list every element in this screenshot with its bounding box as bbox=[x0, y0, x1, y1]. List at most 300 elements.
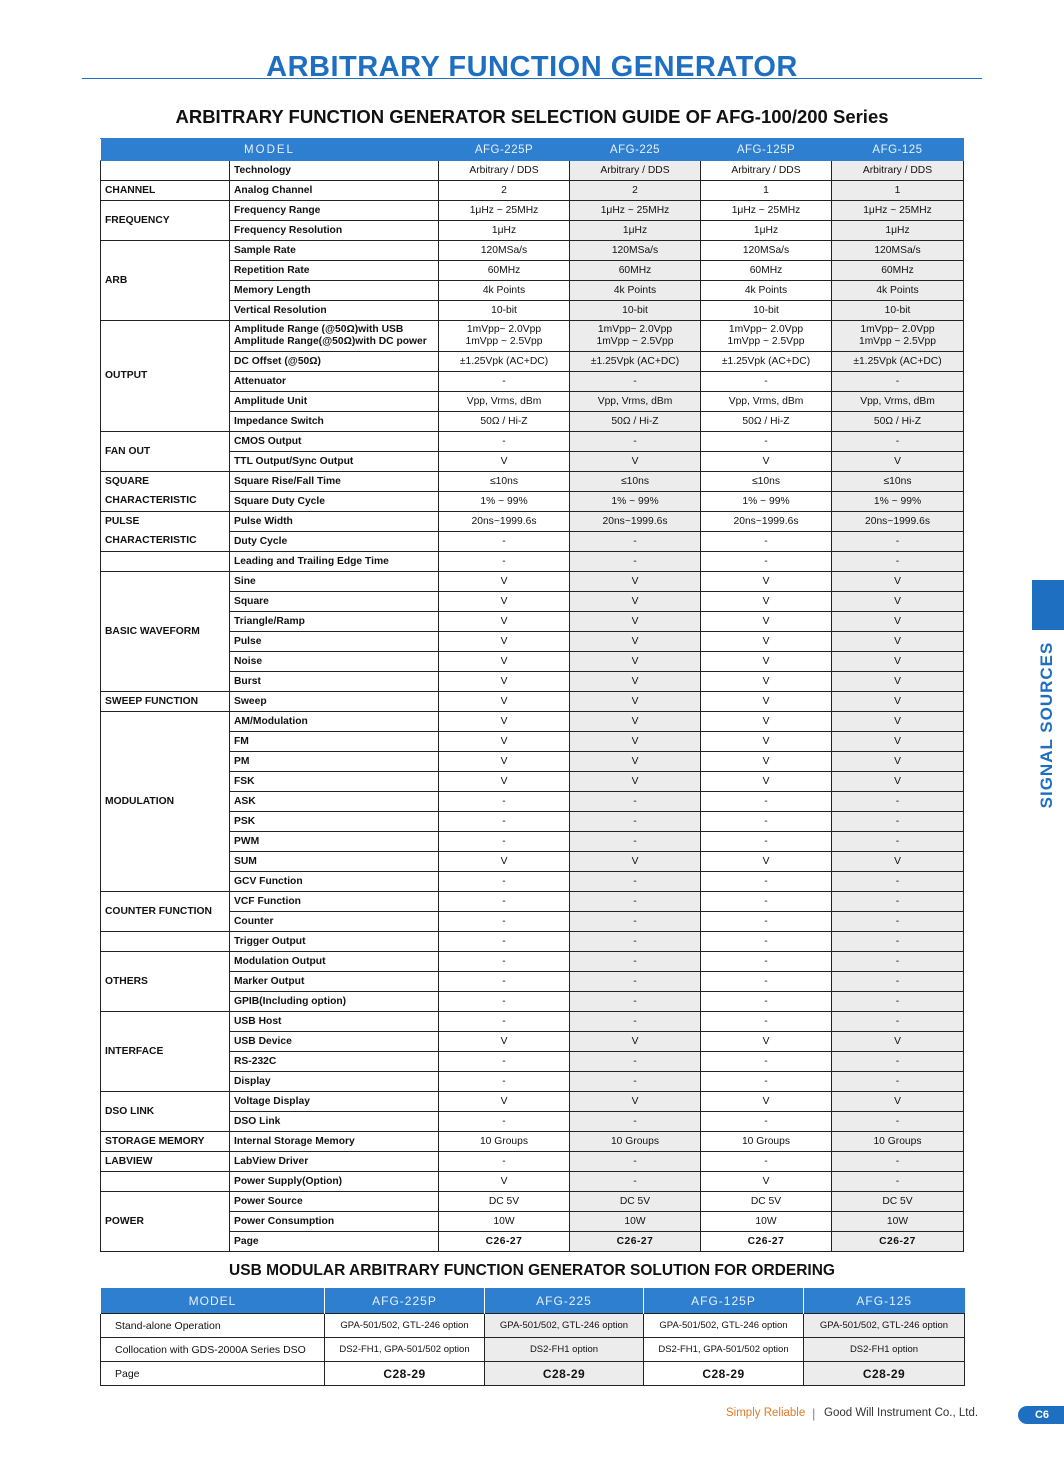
value-cell: V bbox=[439, 652, 570, 672]
value-cell: 50Ω / Hi-Z bbox=[832, 412, 964, 432]
value-cell: V bbox=[832, 632, 964, 652]
category-cell bbox=[101, 552, 230, 572]
value-cell: C28-29 bbox=[644, 1362, 804, 1386]
value-cell: V bbox=[832, 652, 964, 672]
value-line: 1mVpp~ 2.0Vpp bbox=[860, 324, 935, 335]
parameter-cell: LabView Driver bbox=[230, 1152, 439, 1172]
table-row bbox=[101, 1012, 964, 1032]
value-cell: V bbox=[439, 752, 570, 772]
table-row bbox=[101, 1072, 964, 1092]
table-row bbox=[101, 221, 964, 241]
value-cell: Vpp, Vrms, dBm bbox=[439, 392, 570, 412]
value-cell: V bbox=[701, 1092, 832, 1112]
table-row bbox=[101, 932, 964, 952]
table-row bbox=[101, 1132, 964, 1152]
value-cell: - bbox=[439, 992, 570, 1012]
value-cell: - bbox=[570, 832, 701, 852]
value-cell: - bbox=[570, 432, 701, 452]
value-cell: V bbox=[832, 672, 964, 692]
value-cell: C28-29 bbox=[485, 1362, 644, 1386]
table-row bbox=[101, 532, 964, 552]
value-cell: - bbox=[832, 812, 964, 832]
value-cell: - bbox=[439, 552, 570, 572]
value-cell: DC 5V bbox=[701, 1192, 832, 1212]
value-cell: DC 5V bbox=[832, 1192, 964, 1212]
parameter-cell: Leading and Trailing Edge Time bbox=[230, 552, 439, 572]
parameter-cell: Power Source bbox=[230, 1192, 439, 1212]
value-cell: - bbox=[701, 1012, 832, 1032]
table-row bbox=[101, 1112, 964, 1132]
selection-guide-title: ARBITRARY FUNCTION GENERATOR SELECTION GUIDE OF AFG-100/200 Series bbox=[175, 106, 889, 127]
value-cell: V bbox=[701, 572, 832, 592]
table-row bbox=[101, 1362, 965, 1386]
value-cell bbox=[439, 321, 570, 352]
value-cell: - bbox=[832, 912, 964, 932]
value-cell: C26-27 bbox=[570, 1232, 701, 1252]
parameter-cell: Vertical Resolution bbox=[230, 301, 439, 321]
value-cell: V bbox=[570, 852, 701, 872]
parameter-cell: GCV Function bbox=[230, 872, 439, 892]
table-row bbox=[101, 552, 964, 572]
category-cell: OTHERS bbox=[101, 952, 230, 1012]
value-cell: - bbox=[570, 972, 701, 992]
value-cell: Arbitrary / DDS bbox=[570, 161, 701, 181]
value-cell: V bbox=[832, 772, 964, 792]
table-row bbox=[101, 412, 964, 432]
value-cell: V bbox=[701, 852, 832, 872]
value-cell: ≤10ns bbox=[439, 472, 570, 492]
value-cell: - bbox=[701, 932, 832, 952]
value-cell: - bbox=[701, 432, 832, 452]
table-row bbox=[101, 201, 964, 221]
value-cell: ≤10ns bbox=[570, 472, 701, 492]
category-cell: FREQUENCY bbox=[101, 201, 230, 241]
value-cell: 1μHz bbox=[439, 221, 570, 241]
table-row bbox=[101, 832, 964, 852]
value-cell: V bbox=[570, 632, 701, 652]
table-row bbox=[101, 1338, 965, 1362]
value-cell: - bbox=[439, 932, 570, 952]
table-row bbox=[101, 672, 964, 692]
parameter-cell: Sample Rate bbox=[230, 241, 439, 261]
model-column-header: AFG-225 bbox=[485, 1288, 644, 1314]
table-row bbox=[101, 952, 964, 972]
parameter-cell: Memory Length bbox=[230, 281, 439, 301]
category-cell: CHARACTERISTIC bbox=[101, 492, 230, 512]
value-cell: V bbox=[570, 752, 701, 772]
value-line: 1mVpp~ 2.0Vpp bbox=[597, 324, 673, 335]
value-cell: V bbox=[570, 692, 701, 712]
value-cell: - bbox=[439, 812, 570, 832]
value-cell: 2 bbox=[439, 181, 570, 201]
table-row bbox=[101, 852, 964, 872]
value-cell: GPA-501/502, GTL-246 option bbox=[485, 1314, 644, 1338]
value-cell: - bbox=[701, 872, 832, 892]
category-cell: ARB bbox=[101, 241, 230, 321]
row-label-cell: Collocation with GDS-2000A Series DSO bbox=[101, 1338, 325, 1362]
parameter-cell: Square bbox=[230, 592, 439, 612]
value-cell: ±1.25Vpk (AC+DC) bbox=[701, 352, 832, 372]
model-header: MODEL bbox=[101, 1288, 325, 1314]
value-cell: V bbox=[439, 1032, 570, 1052]
parameter-cell: Trigger Output bbox=[230, 932, 439, 952]
value-line: 1mVpp~ 2.0Vpp bbox=[728, 324, 804, 335]
value-cell: 10-bit bbox=[439, 301, 570, 321]
value-cell: - bbox=[832, 992, 964, 1012]
parameter-cell: Noise bbox=[230, 652, 439, 672]
table-row bbox=[101, 1092, 964, 1112]
category-cell: DSO LINK bbox=[101, 1092, 230, 1132]
value-cell: - bbox=[701, 1152, 832, 1172]
value-cell: V bbox=[832, 1032, 964, 1052]
value-cell: - bbox=[570, 792, 701, 812]
parameter-cell: Square Duty Cycle bbox=[230, 492, 439, 512]
value-cell: - bbox=[439, 1052, 570, 1072]
value-cell: V bbox=[701, 612, 832, 632]
table-row bbox=[101, 1212, 964, 1232]
value-line: 1mVpp ~ 2.5Vpp bbox=[727, 336, 805, 347]
parameter-cell: DC Offset (@50Ω) bbox=[230, 352, 439, 372]
value-cell: 10 Groups bbox=[439, 1132, 570, 1152]
parameter-cell: Triangle/Ramp bbox=[230, 612, 439, 632]
footer-tagline: Simply Reliable bbox=[726, 1407, 806, 1419]
table-row bbox=[101, 261, 964, 281]
value-cell: V bbox=[701, 592, 832, 612]
parameter-cell: Attenuator bbox=[230, 372, 439, 392]
value-cell: - bbox=[701, 992, 832, 1012]
value-cell: 1% ~ 99% bbox=[570, 492, 701, 512]
value-cell: - bbox=[832, 932, 964, 952]
table-row bbox=[101, 592, 964, 612]
value-cell: 4k Points bbox=[701, 281, 832, 301]
value-cell: 1 bbox=[832, 181, 964, 201]
value-cell: C26-27 bbox=[701, 1232, 832, 1252]
parameter-cell: PSK bbox=[230, 812, 439, 832]
category-cell bbox=[101, 1172, 230, 1192]
value-cell: - bbox=[439, 952, 570, 972]
category-cell: INTERFACE bbox=[101, 1012, 230, 1092]
parameter-cell: SUM bbox=[230, 852, 439, 872]
value-cell: - bbox=[832, 552, 964, 572]
value-line: 1mVpp ~ 2.5Vpp bbox=[465, 336, 543, 347]
value-cell: 1μHz bbox=[701, 221, 832, 241]
value-cell: C26-27 bbox=[439, 1232, 570, 1252]
table-row bbox=[101, 1152, 964, 1172]
value-cell: Arbitrary / DDS bbox=[439, 161, 570, 181]
value-cell: V bbox=[832, 452, 964, 472]
value-cell: - bbox=[439, 1072, 570, 1092]
page-title: ARBITRARY FUNCTION GENERATOR bbox=[266, 51, 798, 83]
page-number-badge: C6 bbox=[1018, 1406, 1064, 1424]
parameter-cell: TTL Output/Sync Output bbox=[230, 452, 439, 472]
value-cell: - bbox=[701, 792, 832, 812]
parameter-cell: GPIB(Including option) bbox=[230, 992, 439, 1012]
value-cell: V bbox=[439, 732, 570, 752]
value-cell: 1μHz bbox=[832, 221, 964, 241]
value-cell: V bbox=[832, 752, 964, 772]
value-cell: ≤10ns bbox=[832, 472, 964, 492]
table-row bbox=[101, 352, 964, 372]
value-cell: DS2-FH1, GPA-501/502 option bbox=[644, 1338, 804, 1362]
section-tab-marker bbox=[1032, 580, 1064, 630]
value-cell: - bbox=[570, 952, 701, 972]
model-column-header: AFG-125P bbox=[701, 139, 832, 161]
table-row bbox=[101, 812, 964, 832]
table-row bbox=[101, 321, 964, 352]
value-cell: - bbox=[570, 1172, 701, 1192]
value-cell: V bbox=[439, 592, 570, 612]
value-cell: V bbox=[570, 732, 701, 752]
value-cell bbox=[832, 321, 964, 352]
parameter-cell: Power Supply(Option) bbox=[230, 1172, 439, 1192]
value-cell: V bbox=[439, 452, 570, 472]
value-cell: V bbox=[439, 712, 570, 732]
category-cell: SQUARE bbox=[101, 472, 230, 492]
value-cell: 4k Points bbox=[570, 281, 701, 301]
value-cell: - bbox=[832, 1012, 964, 1032]
parameter-cell: Pulse Width bbox=[230, 512, 439, 532]
table-row bbox=[101, 912, 964, 932]
value-cell: V bbox=[701, 692, 832, 712]
value-cell: V bbox=[570, 592, 701, 612]
row-label-cell: Stand-alone Operation bbox=[101, 1314, 325, 1338]
table-row bbox=[101, 1192, 964, 1212]
value-cell: 10W bbox=[439, 1212, 570, 1232]
category-cell: SWEEP FUNCTION bbox=[101, 692, 230, 712]
table-row bbox=[101, 732, 964, 752]
value-cell: 10 Groups bbox=[832, 1132, 964, 1152]
value-cell: V bbox=[570, 672, 701, 692]
value-cell: 4k Points bbox=[832, 281, 964, 301]
value-cell: 60MHz bbox=[701, 261, 832, 281]
value-cell: Vpp, Vrms, dBm bbox=[570, 392, 701, 412]
category-cell: COUNTER FUNCTION bbox=[101, 892, 230, 932]
value-cell: - bbox=[832, 892, 964, 912]
value-cell: V bbox=[832, 712, 964, 732]
value-cell: V bbox=[439, 632, 570, 652]
category-cell: OUTPUT bbox=[101, 321, 230, 432]
value-cell: V bbox=[701, 652, 832, 672]
value-cell: V bbox=[701, 772, 832, 792]
parameter-cell: Pulse bbox=[230, 632, 439, 652]
value-cell: - bbox=[832, 1052, 964, 1072]
value-cell: V bbox=[570, 572, 701, 592]
parameter-cell: USB Host bbox=[230, 1012, 439, 1032]
value-cell: - bbox=[832, 832, 964, 852]
value-cell: 1μHz bbox=[570, 221, 701, 241]
table-row bbox=[101, 992, 964, 1012]
value-cell: V bbox=[701, 1032, 832, 1052]
value-cell: V bbox=[832, 732, 964, 752]
value-cell: 10-bit bbox=[832, 301, 964, 321]
value-cell: 20ns~1999.6s bbox=[439, 512, 570, 532]
parameter-cell: Power Consumption bbox=[230, 1212, 439, 1232]
value-cell: 60MHz bbox=[570, 261, 701, 281]
value-cell: V bbox=[701, 1172, 832, 1192]
value-cell: 50Ω / Hi-Z bbox=[439, 412, 570, 432]
value-cell: DS2-FH1 option bbox=[485, 1338, 644, 1362]
value-cell: - bbox=[701, 952, 832, 972]
value-cell: GPA-501/502, GTL-246 option bbox=[325, 1314, 485, 1338]
value-cell: ±1.25Vpk (AC+DC) bbox=[832, 352, 964, 372]
value-cell: 1μHz ~ 25MHz bbox=[439, 201, 570, 221]
value-cell: - bbox=[832, 1072, 964, 1092]
selection-guide-table bbox=[100, 138, 964, 1252]
value-cell: DS2-FH1 option bbox=[804, 1338, 965, 1362]
value-cell: - bbox=[701, 912, 832, 932]
value-cell: V bbox=[439, 852, 570, 872]
category-cell: POWER bbox=[101, 1192, 230, 1252]
value-cell: 10-bit bbox=[701, 301, 832, 321]
value-cell: - bbox=[570, 1152, 701, 1172]
value-cell: V bbox=[570, 1032, 701, 1052]
value-cell: - bbox=[832, 372, 964, 392]
value-cell: 1 bbox=[701, 181, 832, 201]
value-line: 1mVpp ~ 2.5Vpp bbox=[859, 336, 936, 347]
value-cell: 1% ~ 99% bbox=[701, 492, 832, 512]
value-cell: V bbox=[701, 672, 832, 692]
value-cell: - bbox=[439, 1012, 570, 1032]
parameter-cell: Duty Cycle bbox=[230, 532, 439, 552]
row-label-cell: Page bbox=[101, 1362, 325, 1386]
value-cell: - bbox=[832, 872, 964, 892]
value-cell: - bbox=[832, 1112, 964, 1132]
category-cell: CHANNEL bbox=[101, 181, 230, 201]
value-cell: - bbox=[570, 892, 701, 912]
value-cell: V bbox=[439, 692, 570, 712]
parameter-cell: USB Device bbox=[230, 1032, 439, 1052]
value-cell: - bbox=[439, 372, 570, 392]
category-cell: MODULATION bbox=[101, 712, 230, 892]
value-cell: - bbox=[701, 1112, 832, 1132]
value-cell: - bbox=[439, 972, 570, 992]
table-header-row bbox=[101, 139, 964, 161]
value-cell: - bbox=[439, 892, 570, 912]
value-cell: V bbox=[439, 772, 570, 792]
value-cell: V bbox=[439, 572, 570, 592]
value-cell: 4k Points bbox=[439, 281, 570, 301]
parameter-cell: AM/Modulation bbox=[230, 712, 439, 732]
value-cell: V bbox=[832, 612, 964, 632]
value-cell bbox=[570, 321, 701, 352]
value-cell: 10W bbox=[832, 1212, 964, 1232]
table-row bbox=[101, 392, 964, 412]
category-cell: FAN OUT bbox=[101, 432, 230, 472]
value-cell: 1μHz ~ 25MHz bbox=[701, 201, 832, 221]
parameter-cell: Marker Output bbox=[230, 972, 439, 992]
table-row bbox=[101, 1052, 964, 1072]
parameter-cell: PM bbox=[230, 752, 439, 772]
value-cell: - bbox=[570, 1072, 701, 1092]
category-cell bbox=[101, 161, 230, 181]
value-cell: - bbox=[701, 1072, 832, 1092]
value-cell: C28-29 bbox=[804, 1362, 965, 1386]
value-cell: - bbox=[570, 532, 701, 552]
value-cell: 50Ω / Hi-Z bbox=[570, 412, 701, 432]
parameter-cell: Display bbox=[230, 1072, 439, 1092]
ordering-title: USB MODULAR ARBITRARY FUNCTION GENERATOR SOLUTION FOR ORDERING bbox=[229, 1262, 835, 1279]
value-cell: - bbox=[701, 532, 832, 552]
parameter-cell: Frequency Resolution bbox=[230, 221, 439, 241]
parameter-cell: Technology bbox=[230, 161, 439, 181]
table-row bbox=[101, 692, 964, 712]
value-cell: 10 Groups bbox=[570, 1132, 701, 1152]
value-cell: 1μHz ~ 25MHz bbox=[570, 201, 701, 221]
parameter-cell: Modulation Output bbox=[230, 952, 439, 972]
table-row bbox=[101, 181, 964, 201]
parameter-cell: Amplitude Unit bbox=[230, 392, 439, 412]
value-cell: Vpp, Vrms, dBm bbox=[832, 392, 964, 412]
value-cell: 20ns~1999.6s bbox=[832, 512, 964, 532]
footer-company: Good Will Instrument Co., Ltd. bbox=[824, 1407, 979, 1419]
value-line: 1mVpp~ 2.0Vpp bbox=[466, 324, 542, 335]
parameter-cell: ASK bbox=[230, 792, 439, 812]
value-cell: Arbitrary / DDS bbox=[701, 161, 832, 181]
model-column-header: AFG-225P bbox=[439, 139, 570, 161]
table-row bbox=[101, 712, 964, 732]
parameter-cell: Square Rise/Fall Time bbox=[230, 472, 439, 492]
model-column-header: AFG-225 bbox=[570, 139, 701, 161]
parameter-cell: VCF Function bbox=[230, 892, 439, 912]
value-cell: 50Ω / Hi-Z bbox=[701, 412, 832, 432]
table-row bbox=[101, 1232, 964, 1252]
parameter-cell: Page bbox=[230, 1232, 439, 1252]
table-header-row bbox=[101, 1288, 965, 1314]
value-cell: - bbox=[701, 552, 832, 572]
value-cell: - bbox=[832, 1152, 964, 1172]
value-cell: - bbox=[832, 1172, 964, 1192]
value-cell: ≤10ns bbox=[701, 472, 832, 492]
table-row bbox=[101, 1314, 965, 1338]
value-cell: V bbox=[570, 612, 701, 632]
category-cell: PULSE bbox=[101, 512, 230, 532]
parameter-cell: Impedance Switch bbox=[230, 412, 439, 432]
table-row bbox=[101, 652, 964, 672]
parameter-cell: Internal Storage Memory bbox=[230, 1132, 439, 1152]
value-cell: 10-bit bbox=[570, 301, 701, 321]
parameter-cell: Analog Channel bbox=[230, 181, 439, 201]
model-column-header: AFG-125P bbox=[644, 1288, 804, 1314]
table-row bbox=[101, 512, 964, 532]
value-cell: - bbox=[832, 792, 964, 812]
table-row bbox=[101, 241, 964, 261]
value-cell: V bbox=[832, 592, 964, 612]
value-cell: - bbox=[439, 792, 570, 812]
value-cell: V bbox=[701, 732, 832, 752]
value-cell: V bbox=[701, 452, 832, 472]
value-cell: V bbox=[832, 852, 964, 872]
parameter-cell: Repetition Rate bbox=[230, 261, 439, 281]
value-cell: V bbox=[439, 1092, 570, 1112]
value-cell: - bbox=[439, 1112, 570, 1132]
value-cell: 1% ~ 99% bbox=[832, 492, 964, 512]
table-row bbox=[101, 632, 964, 652]
value-cell: GPA-501/502, GTL-246 option bbox=[804, 1314, 965, 1338]
value-cell: - bbox=[832, 532, 964, 552]
value-cell: - bbox=[701, 1052, 832, 1072]
value-cell: 10 Groups bbox=[701, 1132, 832, 1152]
parameter-cell: DSO Link bbox=[230, 1112, 439, 1132]
ordering-table bbox=[100, 1288, 965, 1386]
parameter-cell: PWM bbox=[230, 832, 439, 852]
table-row bbox=[101, 792, 964, 812]
value-cell: 10W bbox=[701, 1212, 832, 1232]
table-row bbox=[101, 492, 964, 512]
value-cell: C28-29 bbox=[325, 1362, 485, 1386]
parameter-cell: RS-232C bbox=[230, 1052, 439, 1072]
value-cell: 2 bbox=[570, 181, 701, 201]
table-row bbox=[101, 472, 964, 492]
